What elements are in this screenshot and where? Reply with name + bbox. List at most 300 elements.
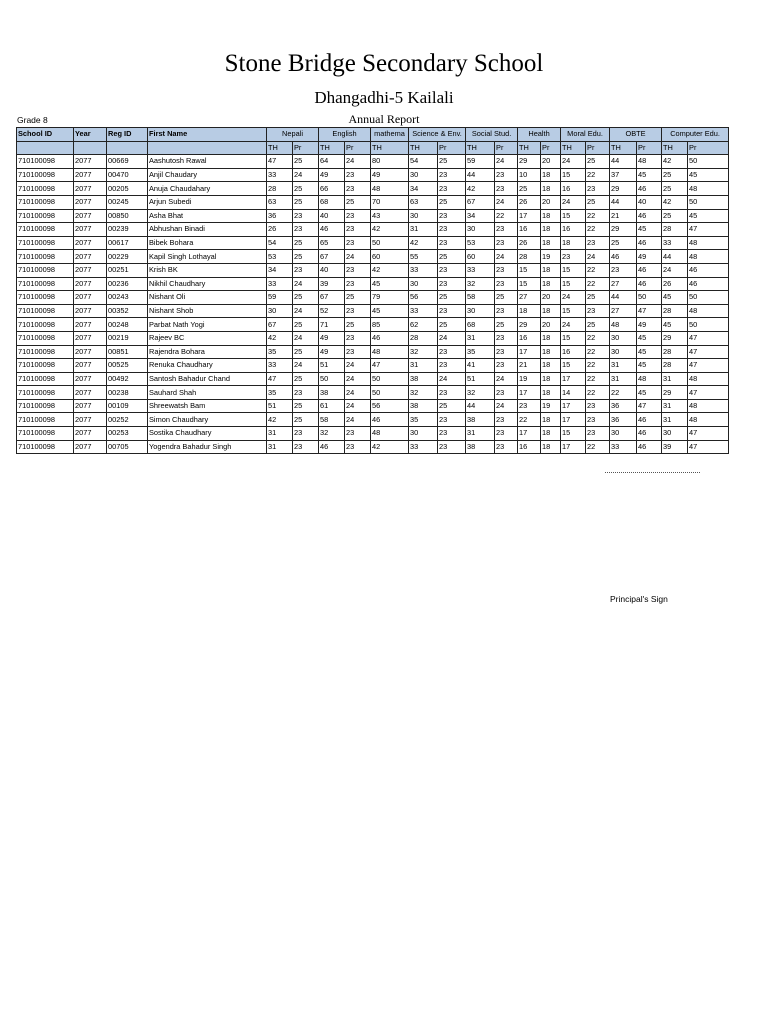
table-cell: 23 [495,345,518,359]
table-cell: 00229 [107,250,148,264]
table-cell: 63 [409,195,438,209]
subcolumn-header: Pr [541,141,561,155]
table-cell: 2077 [74,345,107,359]
table-cell: 50 [371,372,409,386]
table-cell: 24 [293,359,319,373]
table-cell: 33 [409,263,438,277]
table-cell: 58 [319,413,345,427]
table-cell: 24 [495,195,518,209]
table-cell: 2077 [74,427,107,441]
table-cell: 27 [518,291,541,305]
table-row [17,209,729,223]
subject-header: Computer Edu. [662,128,729,142]
table-cell: 85 [371,318,409,332]
table-cell: 45 [371,277,409,291]
subject-header: Science & Env. [409,128,466,142]
table-cell: 23 [438,304,466,318]
table-cell: 22 [586,345,610,359]
table-cell: Yogendra Bahadur Singh [148,440,267,454]
table-cell: 60 [371,250,409,264]
table-row [17,359,729,373]
table-cell: 20 [541,195,561,209]
table-cell: 18 [541,223,561,237]
table-cell: 23 [438,182,466,196]
table-cell: 22 [586,331,610,345]
table-cell: 25 [662,182,688,196]
table-cell: 23 [438,263,466,277]
table-cell: 24 [345,155,371,169]
table-cell: 42 [371,223,409,237]
table-cell: 32 [319,427,345,441]
table-cell: 36 [610,399,637,413]
table-cell: 00470 [107,168,148,182]
table-cell: 49 [637,250,662,264]
table-cell: 23 [495,182,518,196]
table-cell: 26 [267,223,293,237]
table-cell: 80 [371,155,409,169]
table-cell: 25 [293,345,319,359]
table-cell: 22 [586,372,610,386]
table-cell: 710100098 [17,413,74,427]
table-cell: 35 [409,413,438,427]
table-cell: 23 [495,263,518,277]
table-cell: 28 [662,359,688,373]
table-cell: 17 [561,440,586,454]
table-cell: 56 [409,291,438,305]
table-cell: 18 [541,345,561,359]
table-cell: 59 [466,155,495,169]
table-cell: 26 [662,277,688,291]
empty-cell [74,141,107,155]
table-cell: 710100098 [17,236,74,250]
table-cell: 17 [518,209,541,223]
table-cell: 710100098 [17,263,74,277]
table-cell: 60 [466,250,495,264]
table-cell: 710100098 [17,182,74,196]
table-cell: 25 [610,236,637,250]
table-cell: 31 [466,427,495,441]
table-cell: 70 [371,195,409,209]
table-cell: 22 [586,386,610,400]
table-cell: 51 [319,359,345,373]
table-row [17,413,729,427]
table-row [17,250,729,264]
table-cell: 25 [438,155,466,169]
table-cell: 45 [637,345,662,359]
table-cell: 44 [610,195,637,209]
table-cell: Parbat Nath Yogi [148,318,267,332]
table-cell: 22 [610,386,637,400]
table-cell: 42 [466,182,495,196]
table-cell: 2077 [74,440,107,454]
table-cell: 46 [637,236,662,250]
table-cell: 47 [688,386,729,400]
table-cell: 53 [267,250,293,264]
table-cell: 22 [586,168,610,182]
table-cell: 16 [518,223,541,237]
table-cell: 18 [518,304,541,318]
table-cell: 23 [495,359,518,373]
empty-cell [107,141,148,155]
table-cell: 23 [345,304,371,318]
table-row [17,291,729,305]
table-cell: Nishant Shob [148,304,267,318]
table-cell: 52 [319,304,345,318]
table-cell: 28 [518,250,541,264]
subject-header: Health [518,128,561,142]
table-cell: 31 [662,372,688,386]
table-cell: 31 [267,427,293,441]
table-cell: 31 [610,372,637,386]
table-cell: 23 [586,427,610,441]
table-cell: 00617 [107,236,148,250]
table-cell: 42 [409,236,438,250]
table-cell: 50 [371,236,409,250]
table-cell: 25 [293,195,319,209]
table-row [17,236,729,250]
table-cell: 42 [662,195,688,209]
table-cell: 710100098 [17,277,74,291]
table-cell: 23 [293,440,319,454]
table-cell: 24 [438,372,466,386]
table-cell: 25 [438,399,466,413]
table-cell: 45 [637,223,662,237]
table-cell: 42 [267,413,293,427]
table-cell: 35 [267,345,293,359]
table-cell: 45 [688,209,729,223]
table-cell: 00205 [107,182,148,196]
table-row [17,182,729,196]
table-row [17,277,729,291]
table-cell: 42 [662,155,688,169]
table-cell: 15 [561,277,586,291]
table-cell: 23 [345,277,371,291]
table-cell: Arjun Subedi [148,195,267,209]
table-cell: 710100098 [17,359,74,373]
table-cell: 44 [466,168,495,182]
table-cell: 31 [610,359,637,373]
table-cell: 23 [438,413,466,427]
table-cell: 21 [610,209,637,223]
table-cell: 18 [541,359,561,373]
table-cell: 18 [541,413,561,427]
table-row [17,331,729,345]
table-cell: 23 [345,331,371,345]
table-cell: Shreewatsh Bam [148,399,267,413]
table-cell: 45 [662,291,688,305]
table-cell: 28 [662,304,688,318]
table-cell: 710100098 [17,345,74,359]
table-row [17,223,729,237]
table-cell: 710100098 [17,440,74,454]
table-cell: 48 [688,182,729,196]
table-cell: 42 [371,263,409,277]
table-cell: 23 [345,182,371,196]
table-cell: Renuka Chaudhary [148,359,267,373]
table-cell: 24 [345,359,371,373]
table-cell: 67 [466,195,495,209]
table-cell: 51 [267,399,293,413]
table-cell: 29 [662,386,688,400]
table-cell: 23 [586,182,610,196]
column-header: First Name [148,128,267,142]
subcolumn-header: Pr [688,141,729,155]
signature-line [605,472,700,473]
table-cell: Kapil Singh Lothayal [148,250,267,264]
table-cell: 17 [561,372,586,386]
table-cell: 26 [518,195,541,209]
table-cell: 28 [662,345,688,359]
table-cell: 47 [267,372,293,386]
table-cell: 710100098 [17,155,74,169]
table-cell: 46 [371,413,409,427]
marks-table [16,127,729,454]
table-cell: 24 [561,318,586,332]
table-cell: 48 [688,236,729,250]
table-cell: 24 [293,168,319,182]
table-cell: 48 [610,318,637,332]
table-cell: 50 [637,291,662,305]
table-cell: 25 [293,182,319,196]
table-cell: 46 [371,331,409,345]
table-cell: 25 [293,155,319,169]
subcolumn-header: Pr [293,141,319,155]
table-cell: 23 [293,427,319,441]
table-cell: 31 [267,440,293,454]
subject-header: Social Stud. [466,128,518,142]
table-cell: 30 [610,331,637,345]
table-cell: 31 [409,359,438,373]
table-cell: 30 [466,304,495,318]
empty-cell [148,141,267,155]
table-cell: 50 [688,318,729,332]
table-cell: 15 [561,331,586,345]
table-cell: 10 [518,168,541,182]
table-cell: 18 [541,263,561,277]
table-cell: 710100098 [17,318,74,332]
table-cell: 45 [637,386,662,400]
table-cell: 25 [438,250,466,264]
table-cell: 25 [293,318,319,332]
table-cell: 46 [637,263,662,277]
table-cell: 35 [267,386,293,400]
table-cell: 28 [409,331,438,345]
table-cell: 23 [561,250,586,264]
table-cell: 55 [409,250,438,264]
table-cell: 37 [610,168,637,182]
table-cell: 00850 [107,209,148,223]
table-cell: 42 [371,440,409,454]
table-row [17,195,729,209]
table-cell: 46 [637,277,662,291]
table-cell: 18 [541,331,561,345]
table-cell: 26 [518,236,541,250]
table-cell: 35 [466,345,495,359]
table-cell: 30 [466,223,495,237]
table-cell: 45 [637,359,662,373]
table-cell: Nishant Oli [148,291,267,305]
table-cell: 25 [518,182,541,196]
table-cell: 22 [586,263,610,277]
table-cell: 45 [637,331,662,345]
table-cell: 23 [438,345,466,359]
subject-header: OBTE [610,128,662,142]
table-cell: 17 [518,386,541,400]
subcolumn-header: TH [319,141,345,155]
table-cell: 24 [293,331,319,345]
table-cell: 34 [466,209,495,223]
table-cell: 38 [319,386,345,400]
table-cell: 25 [586,155,610,169]
table-cell: 30 [267,304,293,318]
report-title: Annual Report [348,112,420,126]
table-cell: 25 [293,236,319,250]
table-cell: 30 [409,209,438,223]
table-cell: 22 [586,440,610,454]
table-cell: 50 [688,291,729,305]
table-cell: 17 [518,345,541,359]
table-cell: 23 [438,223,466,237]
table-cell: 42 [267,331,293,345]
table-cell: 18 [541,372,561,386]
table-cell: 46 [637,209,662,223]
table-cell: 25 [345,291,371,305]
table-cell: 46 [319,223,345,237]
table-cell: 17 [561,399,586,413]
subcolumn-header: Pr [345,141,371,155]
table-row [17,318,729,332]
table-cell: 710100098 [17,331,74,345]
table-cell: 00352 [107,304,148,318]
subcolumn-header: TH [466,141,495,155]
table-cell: 44 [610,155,637,169]
table-cell: 49 [319,345,345,359]
table-cell: 23 [345,223,371,237]
subject-header: Moral Edu. [561,128,610,142]
table-cell: 2077 [74,372,107,386]
table-cell: 00705 [107,440,148,454]
table-cell: 2077 [74,155,107,169]
subject-header: Nepali [267,128,319,142]
table-cell: 62 [409,318,438,332]
table-cell: 18 [541,440,561,454]
table-cell: 2077 [74,223,107,237]
table-cell: 23 [495,236,518,250]
table-cell: 25 [293,413,319,427]
table-cell: 32 [409,386,438,400]
empty-cell [17,141,74,155]
table-cell: 23 [586,399,610,413]
table-cell: 2077 [74,304,107,318]
table-cell: 46 [637,440,662,454]
table-cell: 2077 [74,209,107,223]
table-cell: 00243 [107,291,148,305]
table-cell: 23 [438,427,466,441]
table-cell: 2077 [74,413,107,427]
table-cell: 67 [267,318,293,332]
table-cell: 23 [495,331,518,345]
table-cell: 23 [495,440,518,454]
table-cell: 34 [267,263,293,277]
table-cell: 48 [371,182,409,196]
table-cell: 2077 [74,359,107,373]
table-cell: 00851 [107,345,148,359]
table-cell: 24 [345,386,371,400]
table-cell: 38 [409,399,438,413]
table-cell: 34 [409,182,438,196]
table-cell: 48 [371,427,409,441]
table-cell: 33 [409,304,438,318]
table-cell: 2077 [74,318,107,332]
table-cell: 23 [438,359,466,373]
table-cell: 31 [409,223,438,237]
table-cell: 48 [688,413,729,427]
table-cell: 46 [637,427,662,441]
table-cell: 41 [466,359,495,373]
table-cell: Simon Chaudhary [148,413,267,427]
subcolumn-header: TH [561,141,586,155]
table-cell: 00253 [107,427,148,441]
table-cell: 29 [518,155,541,169]
table-cell: 25 [662,168,688,182]
table-cell: 24 [495,399,518,413]
table-row [17,263,729,277]
table-cell: 15 [561,168,586,182]
table-cell: 23 [495,223,518,237]
table-cell: 23 [345,345,371,359]
table-cell: 25 [586,291,610,305]
table-cell: 61 [319,399,345,413]
table-cell: Rajendra Bohara [148,345,267,359]
table-cell: 39 [319,277,345,291]
table-cell: 46 [688,277,729,291]
table-cell: 28 [267,182,293,196]
table-cell: 33 [610,440,637,454]
table-cell: 710100098 [17,427,74,441]
table-cell: 27 [610,277,637,291]
table-cell: 24 [438,331,466,345]
table-cell: 68 [466,318,495,332]
table-cell: 25 [495,291,518,305]
table-cell: 49 [319,168,345,182]
table-cell: 48 [688,250,729,264]
table-cell: 710100098 [17,399,74,413]
table-cell: 710100098 [17,209,74,223]
table-cell: 00245 [107,195,148,209]
table-cell: 40 [319,209,345,223]
subcolumn-header: Pr [438,141,466,155]
table-cell: 2077 [74,236,107,250]
table-cell: 23 [495,413,518,427]
table-cell: 33 [466,263,495,277]
table-cell: 25 [586,195,610,209]
subcolumn-header: TH [662,141,688,155]
table-cell: 33 [267,277,293,291]
table-cell: 54 [409,155,438,169]
table-cell: 50 [371,386,409,400]
table-cell: 36 [610,413,637,427]
table-cell: 67 [319,291,345,305]
subcolumn-header: TH [409,141,438,155]
table-cell: 79 [371,291,409,305]
table-cell: 47 [637,304,662,318]
table-cell: 24 [561,195,586,209]
table-cell: 47 [688,345,729,359]
table-cell: 00238 [107,386,148,400]
table-cell: 25 [438,195,466,209]
table-cell: 710100098 [17,223,74,237]
table-cell: 00669 [107,155,148,169]
